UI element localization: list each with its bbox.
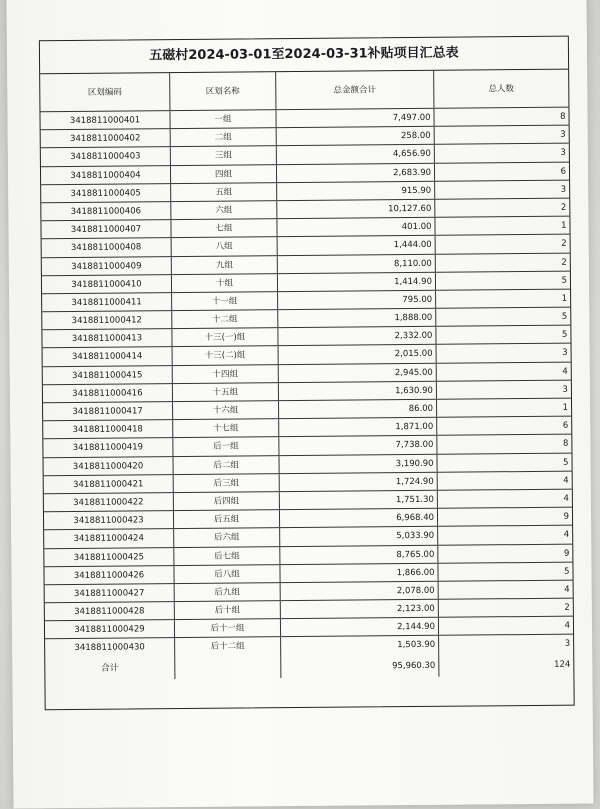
row-amount: 7,738.00 [279, 436, 437, 455]
row-people: 4 [563, 493, 569, 504]
row-name: 十一组 [172, 292, 278, 310]
row-people: 5 [561, 329, 568, 340]
row-people: 3 [562, 348, 568, 359]
row-code: 3418811000415 [43, 366, 173, 384]
row-amount: 1,871.00 [279, 418, 437, 437]
header-name: 区划名称 [170, 72, 276, 110]
row-name: 七组 [171, 219, 277, 237]
paper-sheet [6, 0, 593, 809]
row-code: 3418811000417 [43, 402, 173, 420]
row-code: 3418811000421 [44, 475, 174, 493]
header-amount: 总金额合计 [276, 71, 434, 109]
row-people: 6 [560, 166, 567, 177]
row-people: 3 [562, 384, 568, 395]
row-people: 3 [560, 148, 566, 159]
row-people: 2 [561, 257, 567, 268]
row-people: 5 [564, 566, 570, 577]
row-people: 4 [564, 620, 571, 631]
row-people: 1 [562, 402, 569, 413]
row-name: 后十组 [175, 601, 281, 619]
row-code: 3418811000409 [42, 257, 172, 275]
row-amount: 1,414.90 [278, 272, 436, 291]
row-amount: 6,968.40 [280, 509, 438, 528]
row-amount: 1,866.00 [280, 563, 438, 582]
row-name: 十四组 [173, 365, 279, 383]
row-name: 后一组 [173, 438, 279, 456]
total-people: 124 [554, 659, 571, 670]
total-label: 合计 [45, 657, 175, 680]
row-name: 八组 [172, 238, 278, 256]
row-code: 3418811000426 [44, 566, 174, 584]
row-code: 3418811000410 [42, 275, 172, 293]
row-name: 后九组 [175, 583, 281, 601]
summary-table [39, 36, 575, 711]
row-amount: 10,127.60 [277, 200, 435, 219]
row-name: 九组 [172, 256, 278, 274]
row-code: 3418811000402 [41, 129, 171, 147]
row-code: 3418811000411 [42, 293, 172, 311]
row-amount: 86.00 [279, 400, 437, 419]
row-amount: 1,503.90 [281, 636, 439, 656]
row-code: 3418811000403 [41, 147, 171, 165]
row-name: 后三组 [174, 474, 280, 492]
row-people: 5 [561, 311, 568, 322]
row-amount: 2,683.90 [277, 163, 435, 182]
row-amount: 2,332.00 [278, 327, 436, 346]
row-code: 3418811000420 [43, 457, 173, 475]
row-code: 3418811000422 [44, 493, 174, 511]
header-people: 总人数 [488, 84, 515, 95]
total-amount: 95,960.30 [281, 654, 439, 677]
row-name: 五组 [171, 183, 277, 201]
row-code: 3418811000416 [43, 384, 173, 402]
row-name: 后十一组 [175, 619, 281, 637]
row-people: 9 [563, 548, 570, 559]
row-people: 8 [560, 111, 566, 122]
row-amount: 2,123.00 [281, 600, 439, 619]
row-name: 十组 [172, 274, 278, 292]
row-people: 4 [563, 475, 569, 486]
row-amount: 2,945.00 [279, 363, 437, 382]
row-people: 4 [564, 584, 570, 595]
row-code: 3418811000418 [43, 420, 173, 438]
row-people: 4 [562, 366, 568, 377]
row-amount: 2,015.00 [279, 345, 437, 364]
total-empty [175, 656, 281, 679]
header-row [40, 70, 568, 113]
row-name: 十五组 [173, 383, 279, 401]
row-code: 3418811000413 [42, 329, 172, 347]
row-amount: 1,751.30 [280, 491, 438, 510]
row-people: 3 [560, 129, 566, 140]
row-code: 3418811000427 [45, 584, 175, 602]
row-name: 后六组 [174, 528, 280, 546]
total-row [45, 653, 573, 680]
row-amount: 8,110.00 [278, 254, 436, 273]
row-name: 六组 [171, 201, 277, 219]
row-name: 一组 [170, 110, 276, 128]
row-name: 后八组 [174, 565, 280, 583]
row-people: 9 [563, 511, 570, 522]
row-amount: 1,888.00 [278, 309, 436, 328]
row-code: 3418811000419 [43, 438, 173, 456]
row-code: 3418811000429 [45, 620, 175, 638]
row-name: 十三(二)组 [173, 347, 279, 365]
row-people: 8 [562, 439, 569, 450]
row-code: 3418811000428 [45, 602, 175, 620]
row-amount: 2,144.90 [281, 618, 439, 637]
row-code: 3418811000405 [41, 184, 171, 202]
row-amount: 8,765.00 [280, 545, 438, 564]
row-amount: 1,630.90 [279, 382, 437, 401]
row-amount: 1,724.90 [280, 473, 438, 492]
row-amount: 258.00 [277, 127, 435, 146]
row-people: 1 [561, 220, 567, 231]
row-name: 后四组 [174, 492, 280, 510]
row-code: 3418811000404 [41, 166, 171, 184]
row-amount: 4,656.90 [277, 145, 435, 164]
row-people: 4 [563, 529, 570, 541]
row-code: 3418811000425 [44, 548, 174, 566]
row-name: 后二组 [173, 456, 279, 474]
row-people: 3 [560, 184, 567, 195]
row-amount: 401.00 [277, 218, 435, 237]
row-people: 5 [563, 457, 569, 468]
row-name: 后十二组 [175, 638, 281, 657]
row-code: 3418811000414 [43, 348, 173, 366]
row-amount: 5,033.90 [280, 527, 438, 546]
row-people: 5 [561, 275, 568, 286]
row-people: 2 [560, 202, 567, 213]
row-people: 3 [564, 639, 571, 650]
row-name: 后七组 [174, 547, 280, 565]
row-people: 2 [561, 238, 567, 250]
row-name: 四组 [171, 165, 277, 183]
row-code: 3418811000407 [41, 220, 171, 238]
row-code: 3418811000401 [40, 111, 170, 129]
row-name: 十三(一)组 [172, 328, 278, 346]
row-amount: 1,444.00 [278, 236, 436, 255]
row-name: 十六组 [173, 401, 279, 419]
row-code: 3418811000424 [44, 529, 174, 547]
table-body [40, 108, 573, 658]
row-name: 二组 [171, 128, 277, 146]
row-name: 十二组 [172, 310, 278, 328]
row-code: 3418811000406 [41, 202, 171, 220]
row-code: 3418811000408 [42, 238, 172, 256]
row-people: 6 [562, 420, 569, 431]
row-code: 3418811000430 [45, 639, 175, 658]
row-code: 3418811000423 [44, 511, 174, 529]
row-amount: 7,497.00 [276, 109, 434, 128]
row-amount: 2,078.00 [281, 582, 439, 601]
row-people: 2 [564, 602, 570, 613]
row-people: 1 [561, 293, 568, 304]
row-name: 三组 [171, 147, 277, 165]
row-amount: 3,190.90 [279, 454, 437, 473]
row-amount: 795.00 [278, 291, 436, 310]
row-amount: 915.90 [277, 182, 435, 201]
row-code: 3418811000412 [42, 311, 172, 329]
row-name: 后五组 [174, 510, 280, 528]
header-code: 区划编码 [40, 73, 170, 111]
row-name: 十七组 [173, 419, 279, 437]
table-title: 五磁村2024-03-01至2024-03-31补贴项目汇总表 [40, 37, 568, 75]
